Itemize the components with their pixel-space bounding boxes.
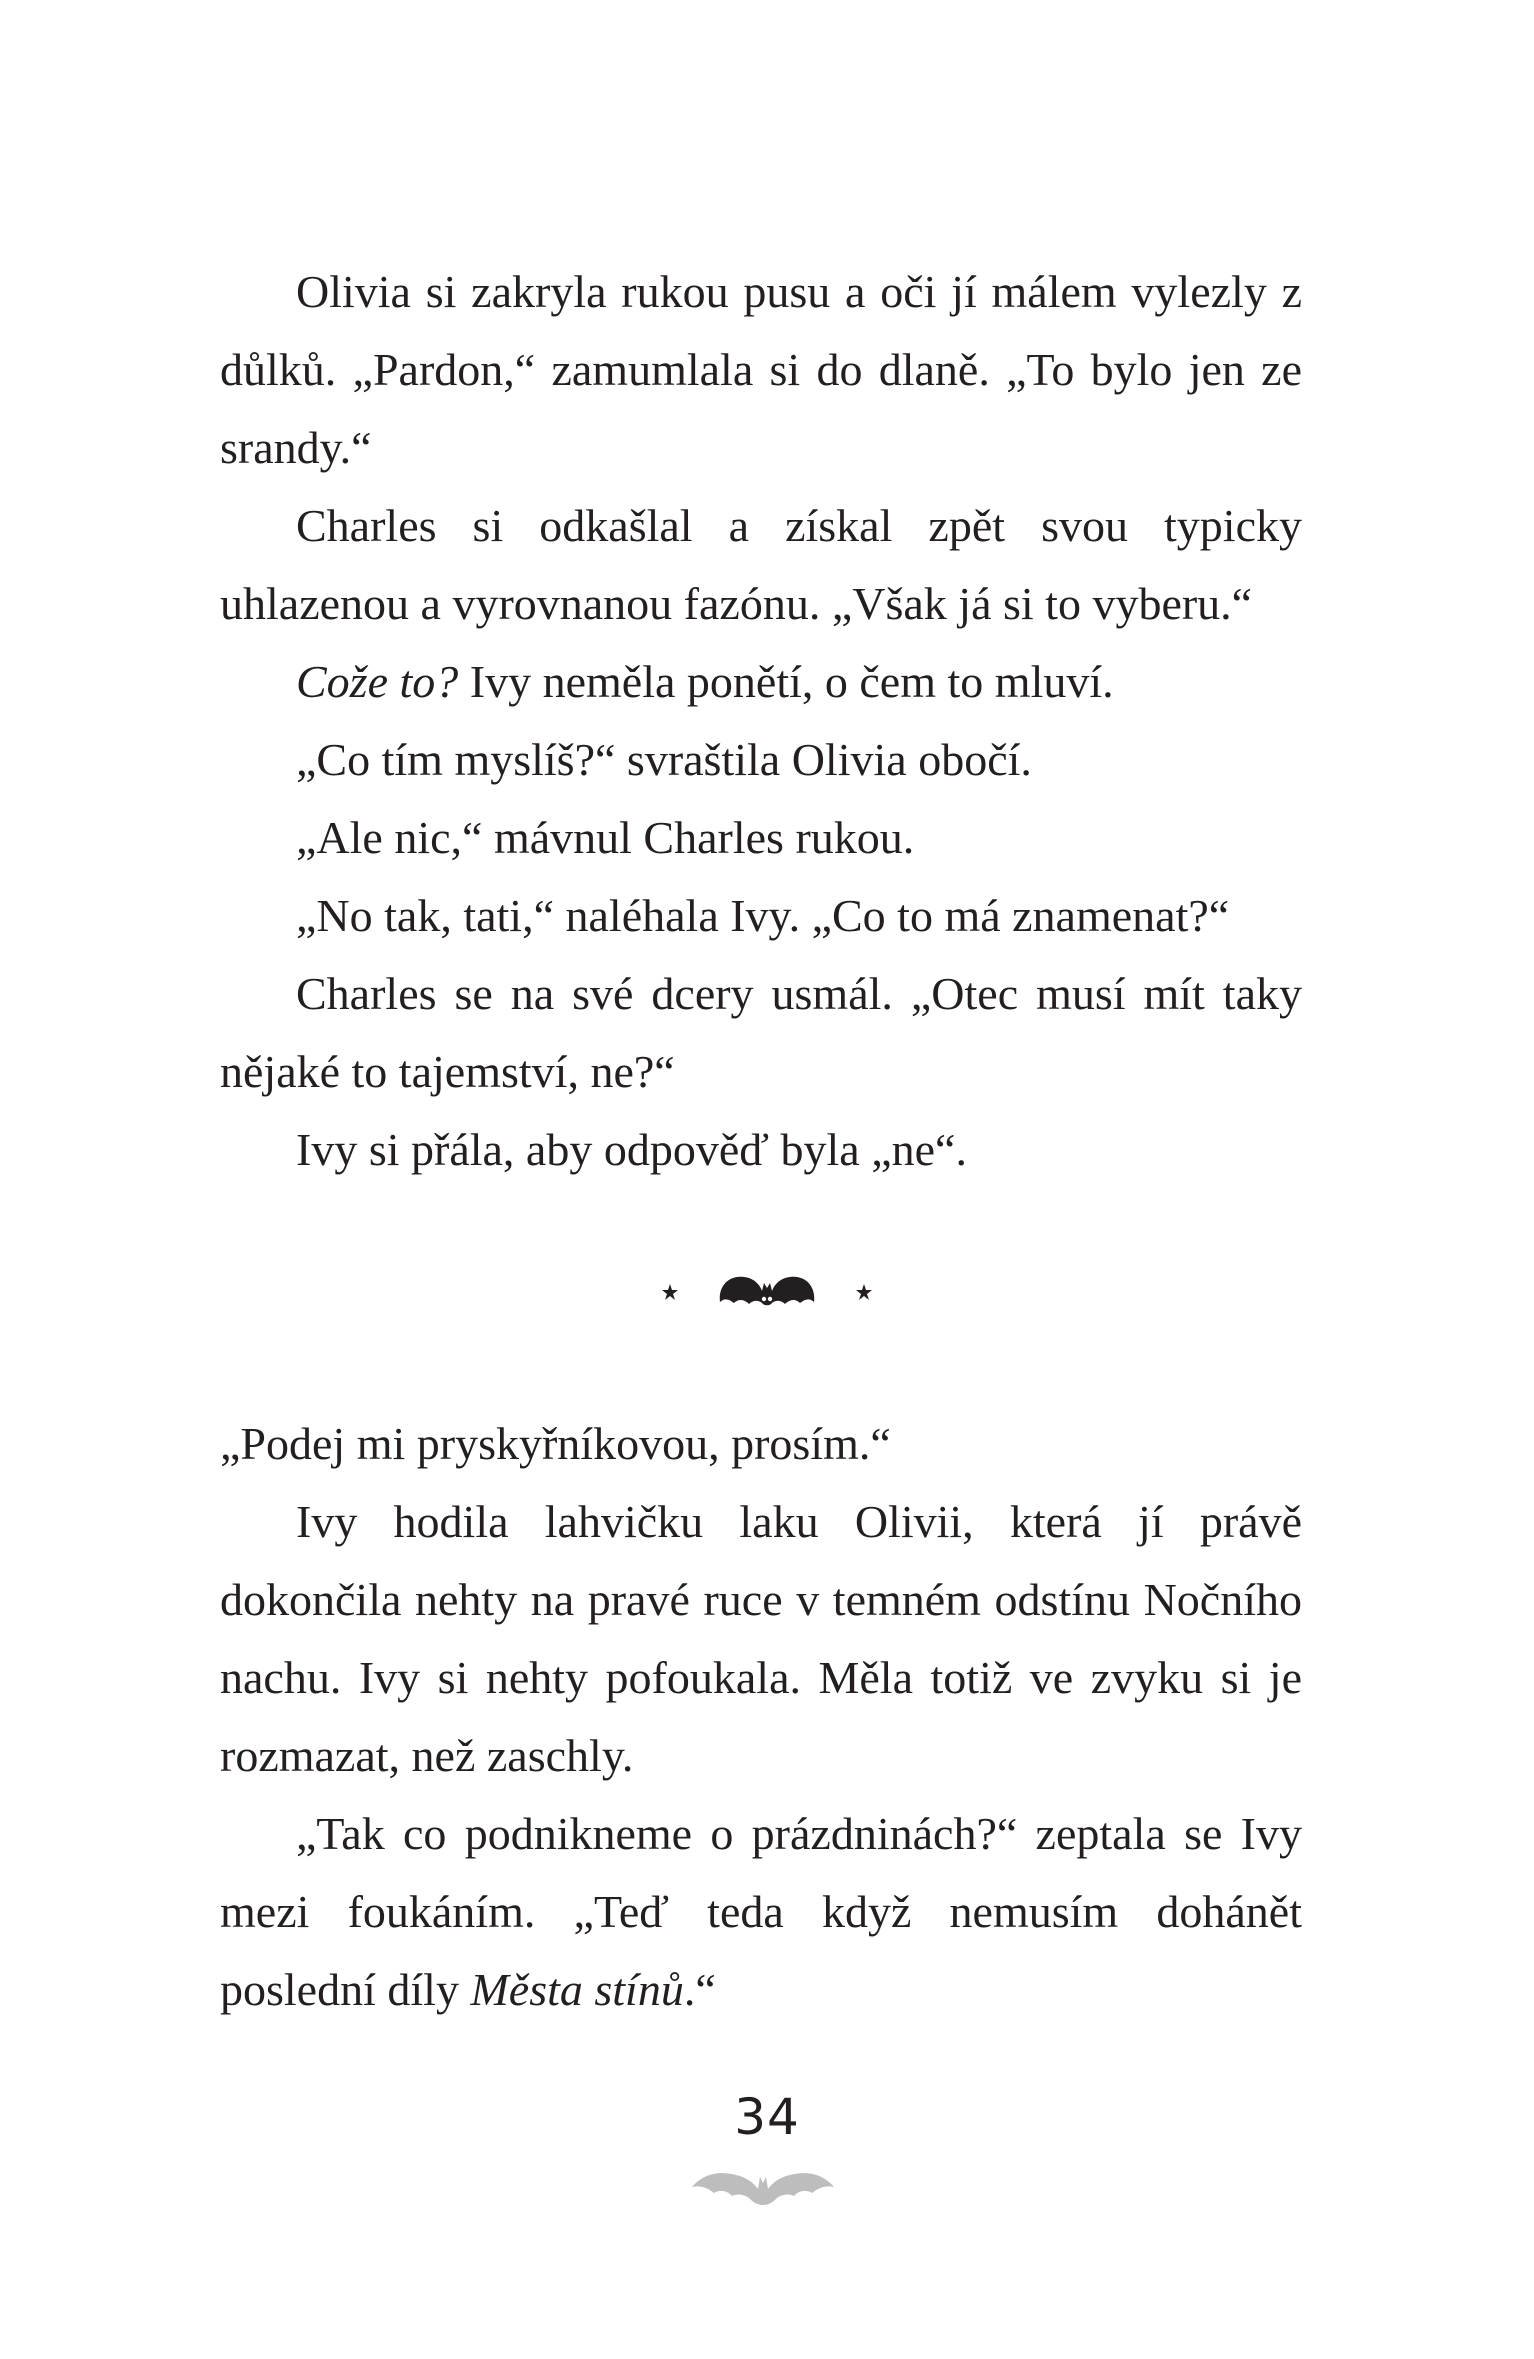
paragraph: Ivy hodila lahvičku laku Olivii, která jí právě dokončila nehty na pravé ruce v temném odstínu Nočního nachu. Ivy si nehty pofoukala. Měla totiž ve zvyku si je rozmazat, než zaschly. bbox=[220, 1496, 1302, 1781]
paragraph: Charles si odkašlal a získal zpět svou typicky uhlazenou a vyrovnanou fazónu. „Však já si to vyberu.“ bbox=[220, 500, 1302, 629]
bat-icon bbox=[690, 2163, 836, 2205]
paragraph-text: .“ bbox=[683, 1964, 716, 2015]
italic-text: Cože to? bbox=[296, 656, 459, 707]
paragraph bbox=[220, 1795, 1302, 2029]
text-section-1 bbox=[220, 253, 1302, 1189]
paragraph-text: „Tak co podnikneme o prázdninách?“ zeptala se Ivy mezi foukáním. „Teď teda když nemusím dohánět poslední díly bbox=[220, 1808, 1302, 2015]
paragraph: Olivia si zakryla rukou pusu a oči jí málem vylezly z důlků. „Pardon,“ zamumlala si do dlaně. „To bylo jen ze srandy.“ bbox=[220, 266, 1302, 473]
paragraph: „Podej mi pryskyřníkovou, prosím.“ bbox=[220, 1418, 891, 1469]
paragraph: Charles se na své dcery usmál. „Otec musí mít taky nějaké to tajemství, ne?“ bbox=[220, 968, 1302, 1097]
page-number: 34 bbox=[734, 2088, 800, 2146]
paragraph: „No tak, tati,“ naléhala Ivy. „Co to má znamenat?“ bbox=[296, 890, 1230, 941]
bat-with-stars-icon bbox=[660, 1265, 874, 1311]
text-section-2 bbox=[220, 1405, 1302, 2029]
paragraph-text: Ivy neměla ponětí, o čem to mluví. bbox=[458, 656, 1114, 707]
paragraph bbox=[220, 643, 1302, 721]
paragraph: Ivy si přála, aby odpověď byla „ne“. bbox=[296, 1124, 967, 1175]
paragraph: „Ale nic,“ mávnul Charles rukou. bbox=[296, 812, 915, 863]
paragraph: „Co tím myslíš?“ svraštila Olivia obočí. bbox=[296, 734, 1032, 785]
italic-text: Města stínů bbox=[470, 1964, 684, 2015]
